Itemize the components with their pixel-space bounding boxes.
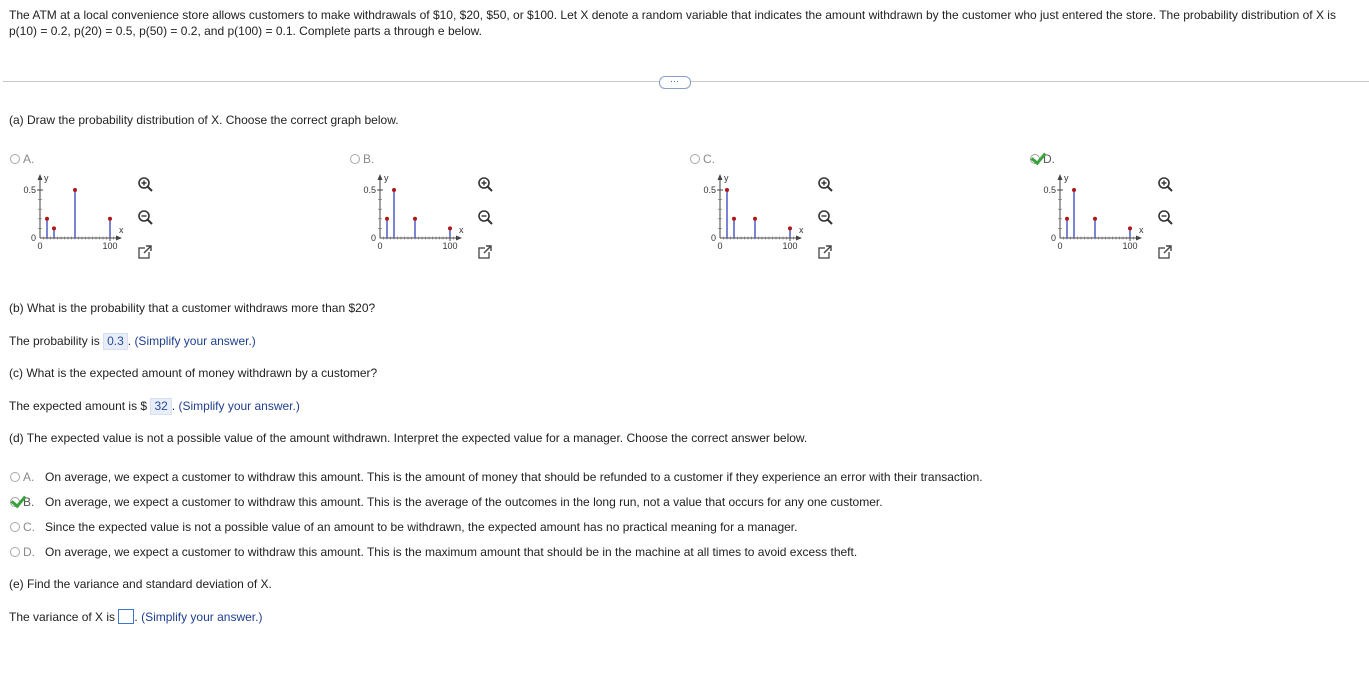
zoom-in-icon[interactable]	[817, 176, 833, 192]
part-e-answer-input[interactable]	[118, 609, 134, 624]
interpretation-option-a-text: On average, we expect a customer to withdraw this amount. This is the amount of money that should be refunded to a customer if they experience an error with their transaction.	[45, 470, 983, 484]
y-axis-arrow-icon	[718, 174, 723, 180]
open-new-window-icon[interactable]	[137, 244, 153, 260]
y-zero-label: 0	[30, 233, 36, 243]
graph-option-a-radio[interactable]	[10, 154, 20, 164]
part-c-prompt: (c) What is the expected amount of money withdrawn by a customer?	[9, 366, 378, 380]
interpretation-option-d-text: On average, we expect a customer to withdraw this amount. This is the maximum amount that should be in the machine at all times to avoid excess theft.	[45, 545, 858, 559]
probability-point	[385, 217, 389, 221]
interpretation-option-c[interactable]	[10, 520, 797, 534]
y-axis-label: y	[724, 173, 729, 183]
zoom-in-icon[interactable]	[137, 176, 153, 192]
graph-option-a-label[interactable]	[10, 152, 34, 166]
graph-option-a-chart	[10, 172, 130, 252]
part-b-period: .	[127, 334, 132, 348]
probability-point	[413, 217, 417, 221]
x-axis-label: x	[119, 225, 124, 235]
part-b-answer-prefix: The probability is	[9, 334, 100, 348]
probability-point	[448, 226, 452, 230]
zoom-out-icon[interactable]	[817, 209, 833, 225]
graph-option-d-radio[interactable]	[1030, 154, 1040, 164]
x-zero-label: 0	[717, 241, 723, 251]
graph-option-c-chart	[690, 172, 810, 252]
part-b-answer-box[interactable]: 0.3	[103, 333, 128, 350]
probability-point	[1093, 217, 1097, 221]
y-tick-label: 0.5	[703, 185, 716, 195]
graph-option-b-chart	[350, 172, 470, 252]
part-b-answer-line	[9, 333, 256, 350]
probability-point	[1128, 226, 1132, 230]
interpretation-option-b-letter: B.	[23, 495, 35, 509]
part-d-prompt: (d) The expected value is not a possible value of the amount withdrawn. Interpret the expected value for a manager. Choose the correct answer below.	[9, 431, 808, 445]
probability-point	[73, 188, 77, 192]
part-c-answer-line	[9, 398, 300, 415]
graph-option-a[interactable]	[10, 150, 180, 280]
interpretation-option-b[interactable]	[10, 495, 883, 509]
graph-option-d[interactable]	[1030, 150, 1200, 280]
interpretation-option-d[interactable]	[10, 545, 857, 559]
x-tick-label: 100	[102, 241, 118, 251]
graph-option-c-label[interactable]	[690, 152, 715, 166]
graph-option-b[interactable]	[350, 150, 520, 280]
y-axis-label: y	[44, 173, 49, 183]
y-tick-label: 0.5	[363, 185, 376, 195]
interpretation-option-d-letter: D.	[23, 545, 35, 559]
graph-option-c-letter: C.	[703, 152, 715, 166]
graph-option-b-letter: B.	[363, 152, 375, 166]
x-tick-label: 100	[442, 241, 458, 251]
problem-statement: The ATM at a local convenience store allows customers to make withdrawals of $10, $20, $50, or $100. Let X denote a random variable that indicates the amount withdrawn by the customer who just entered the store. The probability distribution of X is p(10) = 0.2, p(20) = 0.5, p(50) = 0.2, and p(100) = 0.1. Complete parts a through e below.	[9, 8, 1336, 38]
x-axis-arrow-icon	[1136, 236, 1142, 241]
x-axis-arrow-icon	[796, 236, 802, 241]
interpretation-option-c-radio[interactable]	[10, 522, 20, 532]
x-axis-arrow-icon	[116, 236, 122, 241]
graph-option-a-letter: A.	[23, 152, 35, 166]
open-new-window-icon[interactable]	[1157, 244, 1173, 260]
graph-option-b-radio[interactable]	[350, 154, 360, 164]
interpretation-option-d-radio[interactable]	[10, 547, 20, 557]
y-tick-label: 0.5	[23, 185, 36, 195]
y-axis-label: y	[384, 173, 389, 183]
x-tick-label: 100	[782, 241, 798, 251]
open-new-window-icon[interactable]	[477, 244, 493, 260]
y-zero-label: 0	[370, 233, 376, 243]
expand-more-button[interactable]: ⋯	[659, 76, 691, 89]
open-new-window-icon[interactable]	[817, 244, 833, 260]
part-e-period: .	[134, 610, 138, 624]
interpretation-option-a[interactable]	[10, 470, 983, 484]
y-axis-arrow-icon	[378, 174, 383, 180]
part-b-prompt: (b) What is the probability that a customer withdraws more than $20?	[9, 301, 376, 315]
graph-option-c-radio[interactable]	[690, 154, 700, 164]
x-zero-label: 0	[37, 241, 43, 251]
y-axis-arrow-icon	[38, 174, 43, 180]
graph-option-d-letter: D.	[1043, 152, 1055, 166]
probability-point	[1072, 188, 1076, 192]
x-zero-label: 0	[377, 241, 383, 251]
graph-option-d-chart	[1030, 172, 1150, 252]
x-axis-arrow-icon	[456, 236, 462, 241]
probability-point	[732, 217, 736, 221]
x-zero-label: 0	[1057, 241, 1063, 251]
part-c-answer-prefix: The expected amount is $	[9, 399, 148, 413]
part-e-answer-line	[9, 609, 262, 624]
probability-point	[753, 217, 757, 221]
interpretation-option-c-text: Since the expected value is not a possible value of an amount to be withdrawn, the expected amount has no practical meaning for a manager.	[45, 520, 798, 534]
probability-point	[788, 226, 792, 230]
zoom-out-icon[interactable]	[1157, 209, 1173, 225]
graph-option-b-label[interactable]	[350, 152, 374, 166]
graph-option-d-label[interactable]	[1030, 152, 1055, 166]
probability-point	[725, 188, 729, 192]
y-zero-label: 0	[710, 233, 716, 243]
part-b-hint: (Simplify your answer.)	[134, 334, 256, 348]
y-zero-label: 0	[1050, 233, 1056, 243]
part-e-prompt: (e) Find the variance and standard deviation of X.	[9, 577, 272, 591]
part-c-hint: (Simplify your answer.)	[178, 399, 300, 413]
zoom-in-icon[interactable]	[477, 176, 493, 192]
probability-point	[1065, 217, 1069, 221]
zoom-out-icon[interactable]	[477, 209, 493, 225]
part-a-prompt: (a) Draw the probability distribution of X. Choose the correct graph below.	[9, 113, 399, 127]
part-e-hint: (Simplify your answer.)	[141, 610, 263, 624]
zoom-in-icon[interactable]	[1157, 176, 1173, 192]
y-axis-label: y	[1064, 173, 1069, 183]
part-c-period: .	[171, 399, 176, 413]
part-e-answer-prefix: The variance of X is	[9, 610, 116, 624]
interpretation-option-b-radio[interactable]	[10, 497, 20, 507]
probability-point	[108, 217, 112, 221]
interpretation-option-b-text: On average, we expect a customer to withdraw this amount. This is the average of the outcomes in the long run, not a value that occurs for any one customer.	[45, 495, 883, 509]
x-axis-label: x	[799, 225, 804, 235]
x-tick-label: 100	[1122, 241, 1138, 251]
probability-point	[45, 217, 49, 221]
x-axis-label: x	[1139, 225, 1144, 235]
interpretation-option-a-letter: A.	[23, 470, 35, 484]
zoom-out-icon[interactable]	[137, 209, 153, 225]
part-c-answer-box[interactable]: 32	[150, 398, 171, 415]
interpretation-option-c-letter: C.	[23, 520, 35, 534]
interpretation-option-a-radio[interactable]	[10, 472, 20, 482]
x-axis-label: x	[459, 225, 464, 235]
probability-point	[392, 188, 396, 192]
graph-option-c[interactable]	[690, 150, 860, 280]
probability-point	[52, 226, 56, 230]
y-tick-label: 0.5	[1043, 185, 1056, 195]
y-axis-arrow-icon	[1058, 174, 1063, 180]
